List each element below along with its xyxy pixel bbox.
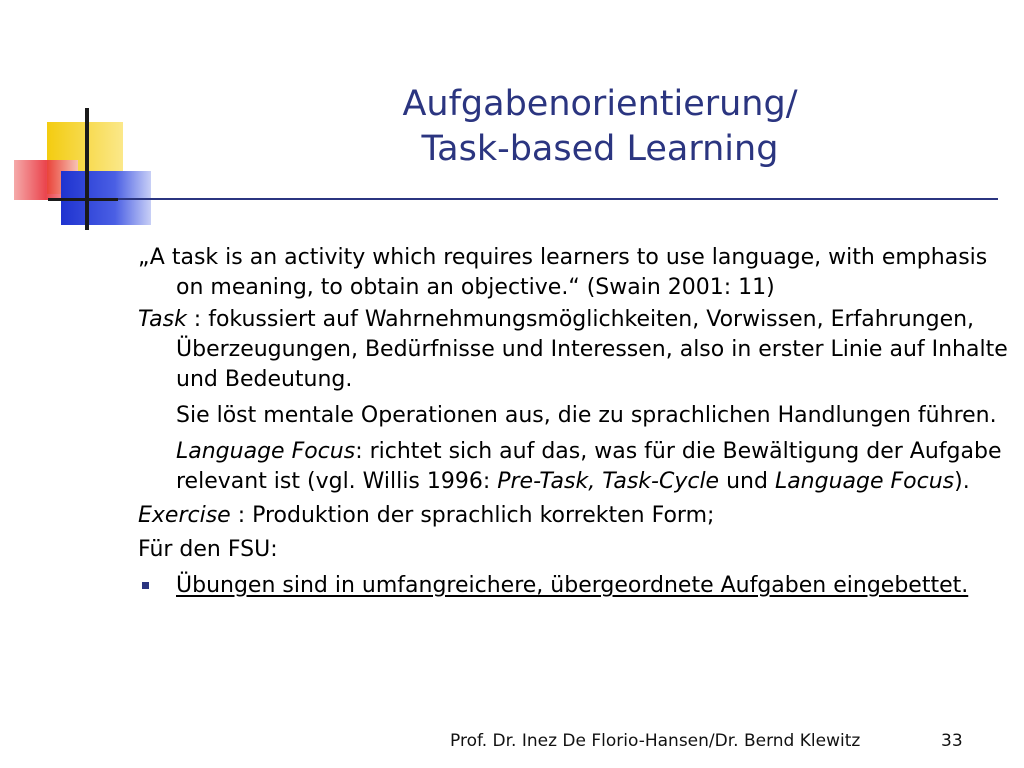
language-focus-term-2: Language Focus — [774, 469, 955, 494]
exercise-paragraph — [138, 501, 1008, 531]
bullet-item — [138, 571, 1008, 601]
exercise-term: Exercise — [138, 503, 231, 528]
pre-task-term: Pre-Task, Task-Cycle — [497, 469, 720, 494]
language-focus-text-1: : richtet sich auf das, was für die Bewältigung der Aufgabe relevant ist (vgl. Willis 1996: — [176, 439, 1002, 494]
page-number: 33 — [941, 731, 963, 751]
slide-title — [300, 82, 900, 172]
task-paragraph — [138, 305, 1008, 395]
footer-authors: Prof. Dr. Inez De Florio-Hansen/Dr. Bernd Klewitz — [450, 731, 861, 751]
title-line-1: Aufgabenorientierung/ — [402, 84, 798, 124]
slide-body — [138, 243, 1008, 601]
task-text: : fokussiert auf Wahrnehmungsmöglichkeiten, Vorwissen, Erfahrungen, Überzeugungen, Bedürfnisse und Interessen, also in erster Linie auf Inhalte und Bedeutung. — [176, 307, 1008, 392]
square-bullet-icon — [142, 582, 149, 589]
title-divider — [118, 198, 998, 200]
language-focus-text-3: ). — [954, 469, 970, 494]
title-line-2: Task-based Learning — [421, 129, 779, 169]
task-subparagraph — [138, 401, 1008, 431]
logo-vertical-line — [85, 108, 89, 230]
logo-horizontal-line — [48, 198, 118, 201]
exercise-text: : Produktion der sprachlich korrekten Form; — [230, 503, 715, 528]
language-focus-paragraph — [138, 437, 1008, 497]
language-focus-text-2: und — [719, 469, 775, 494]
fsu-label: Für den FSU: — [138, 537, 278, 562]
quote-paragraph: „A task is an activity which requires learners to use language, with emphasis on meaning, to obtain an objective.“ (Swain 2001: 11) — [138, 245, 988, 300]
task-sub-text: Sie löst mentale Operationen aus, die zu sprachlichen Handlungen führen. — [176, 403, 997, 428]
language-focus-term: Language Focus — [176, 439, 356, 464]
task-term: Task — [138, 307, 187, 332]
decorative-logo-graphic — [0, 0, 160, 240]
bullet-text: Übungen sind in umfangreichere, übergeordnete Aufgaben eingebettet. — [176, 573, 969, 598]
